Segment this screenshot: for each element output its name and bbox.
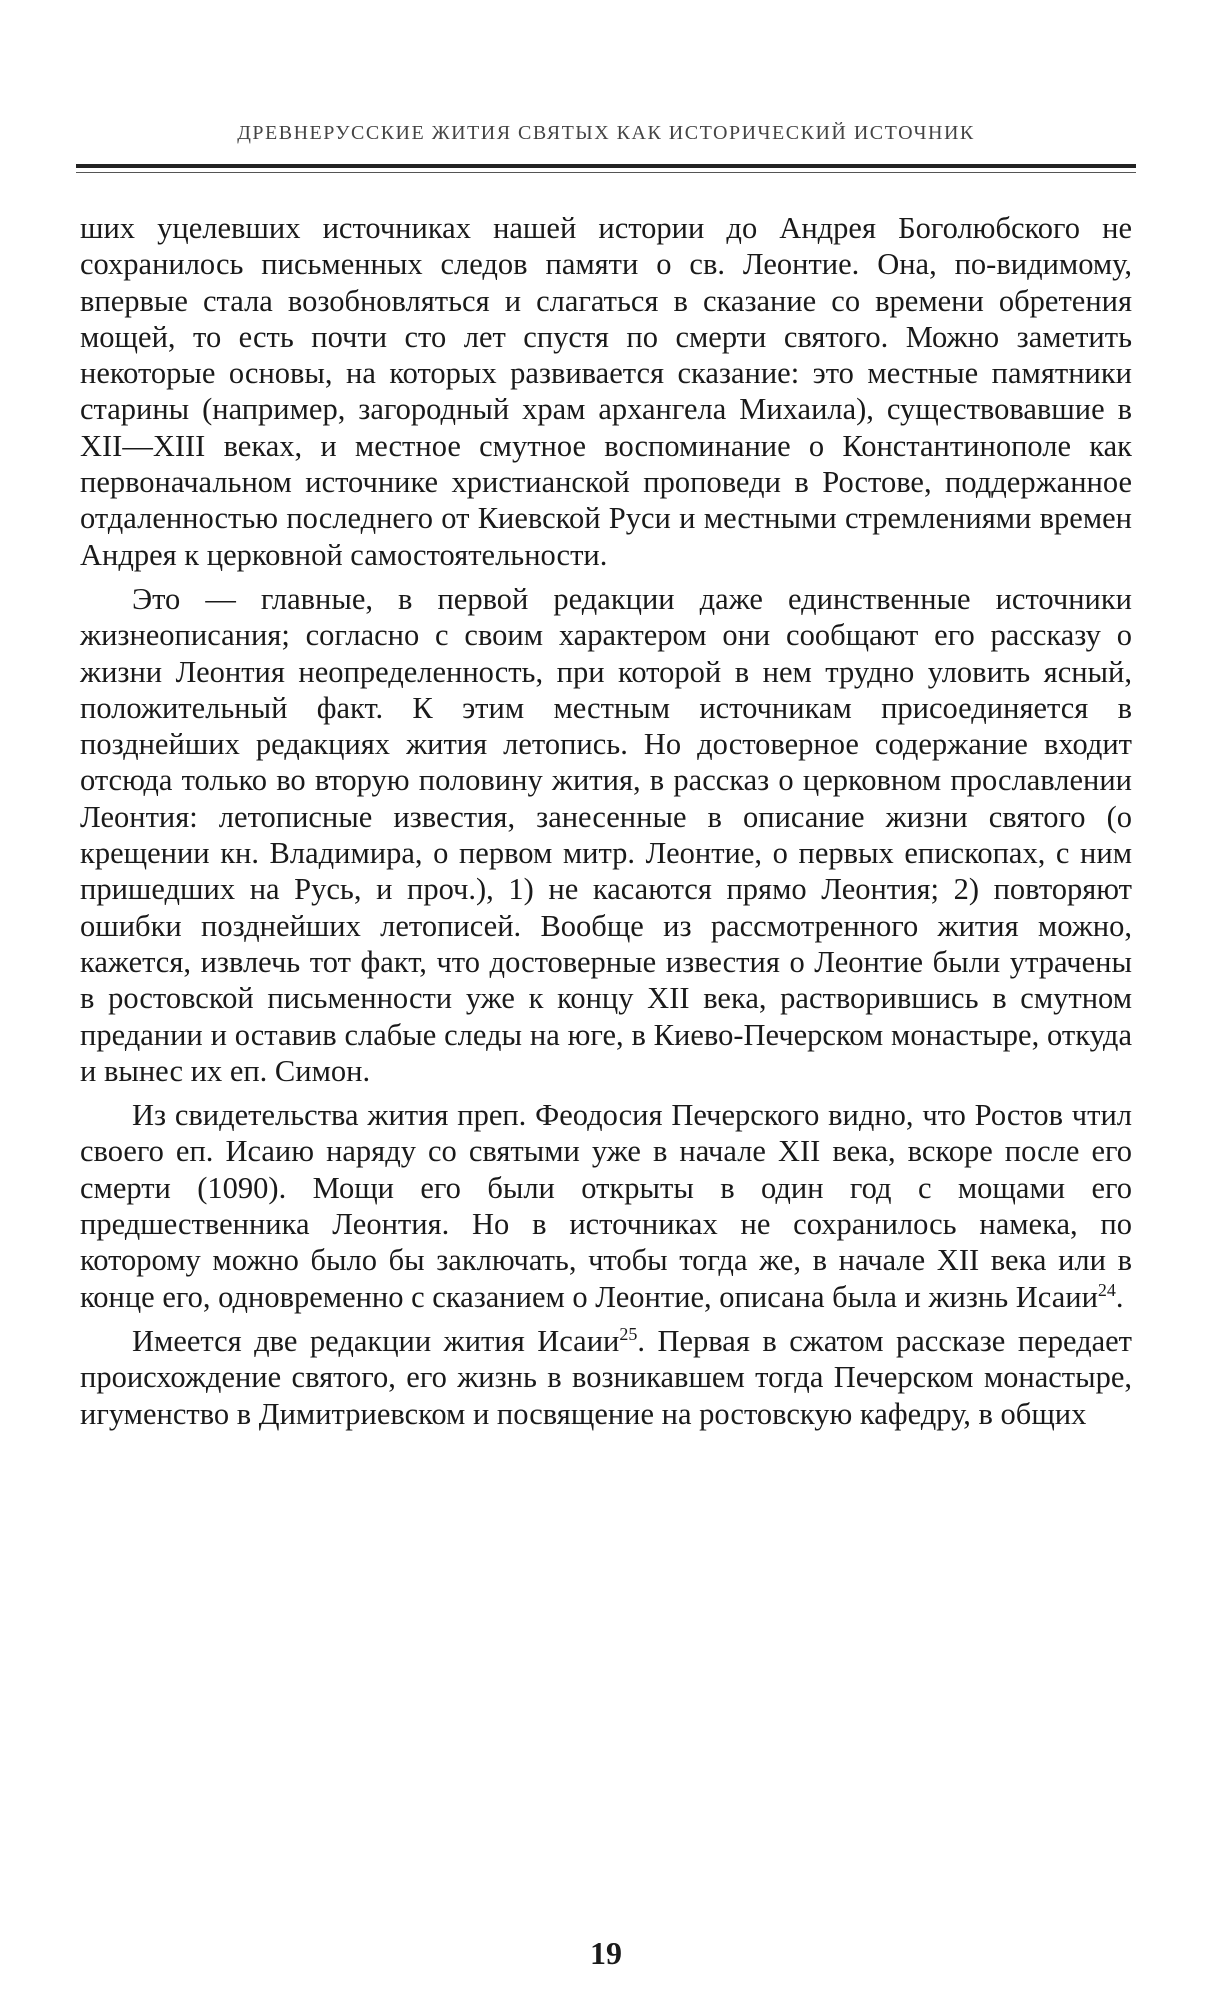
footnote-ref-24: 24 — [1097, 1279, 1116, 1300]
header-rule-thin — [76, 172, 1136, 173]
paragraph-2 — [80, 581, 1132, 1089]
paragraph-tail: . Первая в сжатом рассказе передает происхождение святого, его жизнь в возникавшем тогда Печерском монастыре, игуменство в Димитриевском и посвящение на ростовскую кафедру, в общих — [80, 1323, 1133, 1431]
paragraph-text: ших уцелевших источниках нашей истории до Андрея Боголюбского не сохранилось письменных следов памяти о св. Леонтие. Она, по-видимому, впервые стала возобновляться и слагаться в сказание со времени обретения мощей, то есть почти сто лет спустя по смерти святого. Можно заметить некоторые основы, на которых развивается сказание: это местные памятники старины (например, загородный храм архангела Михаила), существовавшие в XII—XIII веках, и местное смутное воспоминание о Константинополе как первоначальном источнике христианской проповеди в Ростове, поддержанное отдаленностью последнего от Киевской Руси и местными стремлениями времен Андрея к церковной самостоятельности. — [80, 211, 1132, 572]
page-number: 19 — [590, 1935, 622, 1971]
header-rule-thick — [76, 164, 1136, 168]
paragraph-4 — [80, 1323, 1132, 1432]
paragraph-text: Это — главные, в первой редакции даже единственные источники жизнеописания; согласно с своим характером они сообщают его рассказу о жизни Леонтия неопределенность, при которой в нем трудно уловить ясный, положительный факт. К этим местным источникам присоединяется в позднейших редакциях жития летопись. Но достоверное содержание входит отсюда только во вторую половину жития, в рассказ о церковном прославлении Леонтия: летописные известия, занесенные в описание жизни святого (о крещении кн. Владимира, о первом митр. Леонтие, о первых епископах, с ним пришедших на Русь, и проч.), 1) не касаются прямо Леонтия; 2) повторяют ошибки позднейших летописей. Вообще из рассмотренного жития можно, кажется, извлечь тот факт, что достоверные известия о Леонтие были утрачены в ростовской письменности уже к концу XII века, растворившись в смутном предании и оставив слабые следы на юге, в Киево-Печерском монастыре, откуда и вынес их еп. Симон. — [80, 581, 1132, 1088]
paragraph-1 — [80, 210, 1132, 573]
footnote-ref-25: 25 — [619, 1323, 638, 1344]
paragraph-text: Из свидетельства жития преп. Феодосия Печерского видно, что Ростов чтил своего еп. Исаию наряду со святыми уже в начале XII века, вскоре после его смерти (1090). Мощи его были открыты в один год с мощами его предшественника Леонтия. Но в источниках не сохранилось намека, по которому можно было бы заключать, чтобы тогда же, в начале XII века или в конце его, одновременно с сказанием о Леонтие, описана была и жизнь Исаии — [80, 1098, 1132, 1314]
running-header: ДРЕВНЕРУССКИЕ ЖИТИЯ СВЯТЫХ КАК ИСТОРИЧЕСКИЙ ИСТОЧНИК — [237, 122, 975, 144]
body-text — [80, 210, 1132, 1432]
paragraph-3 — [80, 1097, 1132, 1315]
paragraph-tail: . — [1115, 1279, 1124, 1314]
paragraph-text: Имеется две редакции жития Исаии — [132, 1323, 620, 1358]
